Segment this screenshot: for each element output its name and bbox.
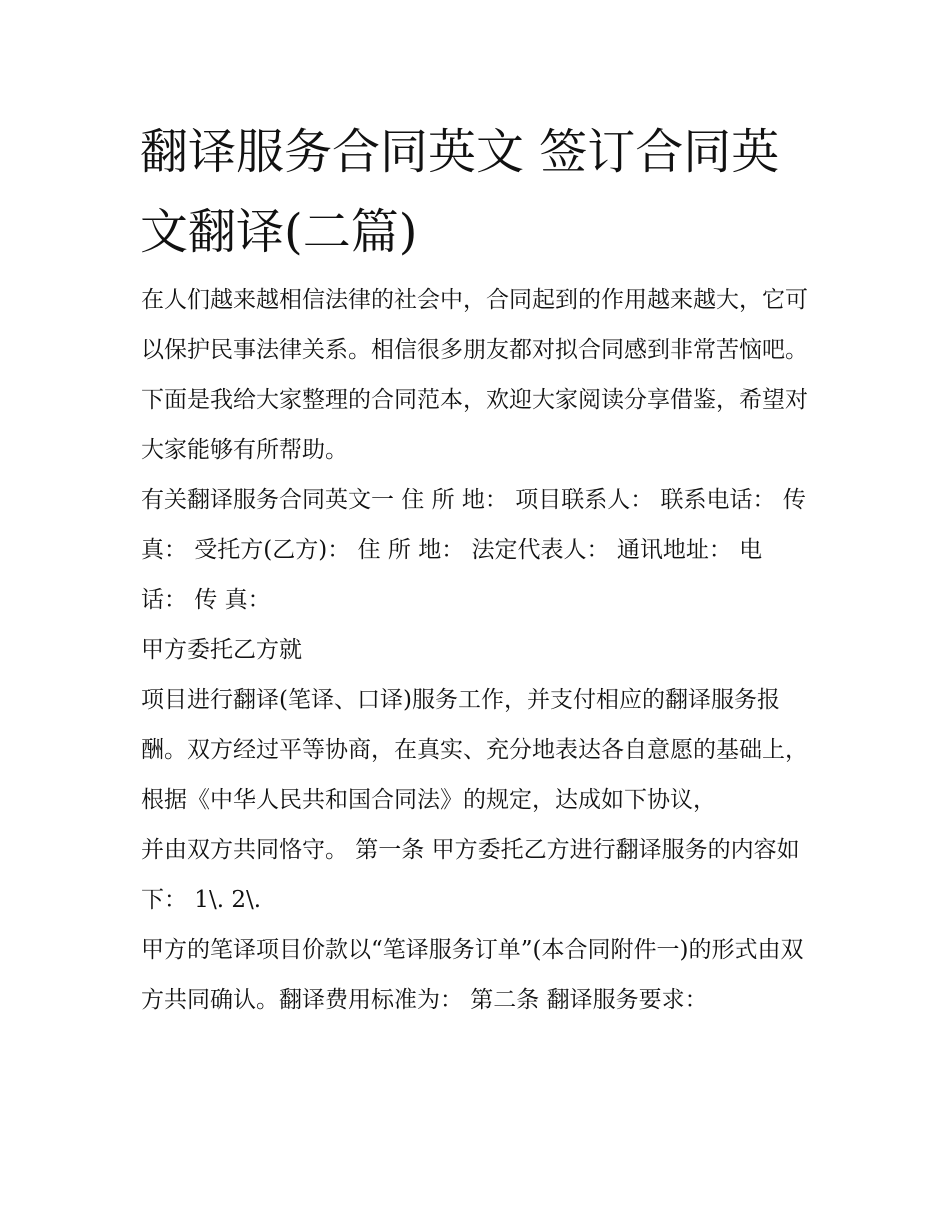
paragraph-article-one: 并由双方共同恪守。 第一条 甲方委托乙方进行翻译服务的内容如下： 1\. 2\.: [141, 837, 800, 913]
paragraph-intro: 在人们越来越相信法律的社会中，合同起到的作用越来越大，它可以保护民事法律关系。相信很多朋友都对拟合同感到非常苦恼吧。下面是我给大家整理的合同范本，欢迎大家阅读分享借鉴，希望对大家能够有所帮助。: [141, 287, 808, 463]
paragraph-project: 项目进行翻译(笔译、口译)服务工作，并支付相应的翻译服务报酬。双方经过平等协商，在真实、充分地表达各自意愿的基础上，根据《中华人民共和国合同法》的规定，达成如下协议，: [141, 687, 808, 813]
paragraph-pricing: 甲方的笔译项目价款以“笔译服务订单”(本合同附件一)的形式由双方共同确认。翻译费用标准为： 第二条 翻译服务要求：: [141, 937, 804, 1013]
document-title: 翻译服务合同英文 签订合同英文翻译(二篇): [140, 124, 780, 260]
paragraph-entrust: 甲方委托乙方就: [141, 637, 302, 663]
document-body: [141, 275, 813, 1025]
paragraph-parties: 有关翻译服务合同英文一 住 所 地： 项目联系人： 联系电话： 传 真： 受托方(乙方)： 住 所 地： 法定代表人： 通讯地址： 电 话： 传 真：: [141, 487, 806, 613]
